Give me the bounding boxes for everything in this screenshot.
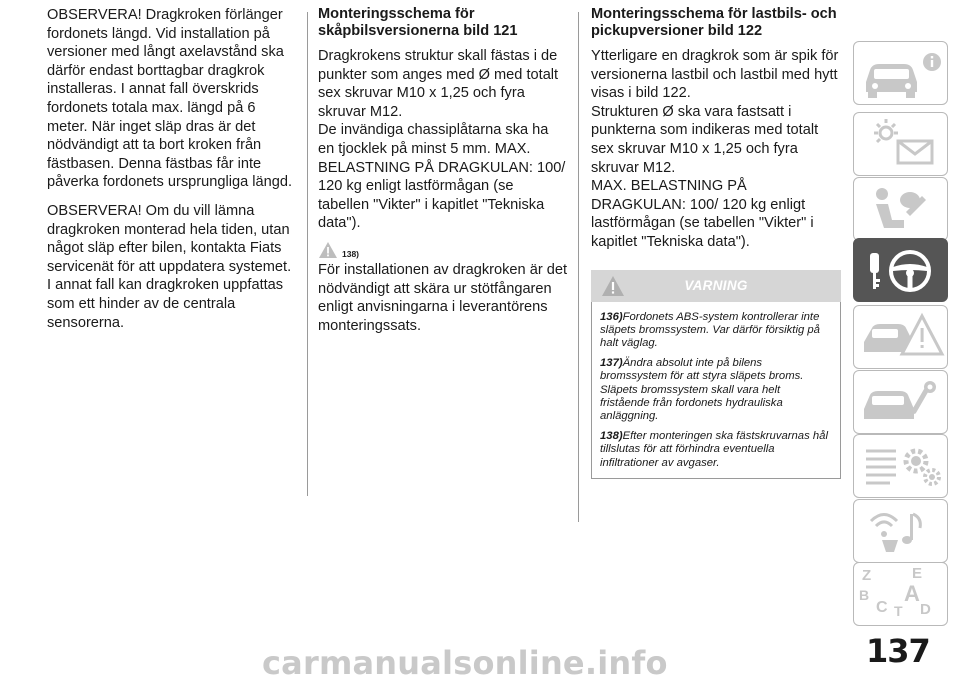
paragraph: Ytterligare en dragkrok som är spik för versionerna lastbil och lastbil med hytt visas i bild 122. [591, 48, 839, 102]
seat-airbag-icon [854, 178, 947, 240]
warning-triangle-icon [318, 241, 338, 259]
index-letter: T [894, 603, 903, 619]
tab-multimedia[interactable] [853, 499, 948, 563]
tab-car-info[interactable] [853, 41, 948, 105]
specifications-gears-icon [854, 435, 947, 497]
tab-maintenance[interactable] [853, 370, 948, 434]
lights-message-icon [854, 113, 947, 175]
multimedia-icon [854, 500, 947, 562]
tab-emergency[interactable] [853, 305, 948, 369]
tab-index[interactable] [853, 562, 948, 626]
paragraph: För installationen av dragkroken är det nödvändigt att skära ur stötfångaren enligt anvisningarna i leverantörens monteringssats. [318, 261, 568, 334]
warning-text: Efter monteringen ska fästskruvarnas hål tillslutas för att förhindra eventuella infiltrationer av avgaser. [600, 430, 828, 469]
index-letter: C [876, 599, 888, 616]
column-divider [578, 12, 579, 522]
warning-number: 137) [600, 357, 623, 370]
paragraph: Strukturen Ø ska vara fastsatt i punkterna som indikeras med totalt sex skruvar M10 x 1,25 och fyra skruvar M12. [591, 103, 819, 176]
reference-number: 138) [342, 248, 360, 259]
paragraph: OBSERVERA! Om du vill lämna dragkroken monterad hela tiden, utan något släp efter bilen, kontakta Fiats servicenät för att uppdatera systemet. I annat fall kan dragkroken uppfattas som ett hinder av de centrala sensorerna. [47, 202, 292, 331]
warning-text: Fordonets ABS-system kontrollerar inte släpets bromssystem. Var därför försiktig på halt väglag. [600, 310, 820, 349]
tab-starting-driving[interactable] [853, 238, 948, 302]
warning-reference [318, 237, 568, 259]
text-column-1 [47, 6, 297, 342]
warning-item [600, 430, 832, 470]
paragraph: MAX. BELASTNING PÅ DRAGKULAN: 100/ 120 kg enligt lastförmågan (se tabellen "Vikter" i kapitlet "Tekniska data"). [591, 178, 814, 250]
car-info-icon [854, 42, 947, 104]
car-maintenance-icon [854, 371, 947, 433]
page-number: 137 [866, 632, 930, 670]
tab-lights-messages[interactable] [853, 112, 948, 176]
key-steering-wheel-icon [854, 239, 947, 301]
warning-triangle-icon [601, 275, 625, 297]
paragraph: OBSERVERA! Dragkroken förlänger fordonets längd. Vid installation på versioner med långt axelavstånd ska därför endast borttagbar dragkrok installeras. I annat fall överskrids fordonets totala max. längd på 6 meter. När inget släp dras är det nödvändigt att ta bort kroken från fästbasen. Denna fästbas får inte påverka fordonets ursprungliga längd. [47, 7, 293, 191]
warning-number: 138) [600, 430, 623, 443]
index-letter: E [912, 565, 923, 582]
breakdown-warning-icon [854, 306, 947, 368]
index-letter: A [904, 581, 920, 606]
tab-safety[interactable] [853, 177, 948, 241]
text-column-3 [591, 6, 841, 479]
watermark: carmanualsonline.info [262, 644, 668, 682]
warning-number: 136) [600, 310, 623, 323]
warning-item [600, 311, 832, 351]
paragraph: De invändiga chassiplåtarna ska ha en tjocklek på minst 5 mm. MAX. BELASTNING PÅ DRAGKULAN: 100/ 120 kg enligt lastförmågan (se tabellen "Vikter" i kapitlet "Tekniska data"). [318, 122, 566, 232]
warning-text: Ändra absolut inte på bilens bromssystem för att styra släpets broms. Släpets bromssystem skall vara helt fristående från fordonets hydrauliska anläggning. [600, 357, 804, 422]
warning-title: VARNING [684, 278, 748, 294]
index-letter: D [920, 601, 931, 618]
column-divider [307, 12, 308, 496]
tab-technical-data[interactable] [853, 434, 948, 498]
section-heading: Monteringsschema för skåpbilsversionerna bild 121 [318, 6, 518, 39]
text-column-2 [318, 6, 568, 345]
index-letter: Z [862, 567, 872, 584]
paragraph: Dragkrokens struktur skall fästas i de punkter som anges med Ø med totalt sex skruvar M10 x 1,25 och fyra skruvar M12. [318, 48, 559, 120]
warning-item [600, 357, 832, 423]
index-letter: B [859, 587, 870, 603]
warning-box [591, 302, 841, 479]
section-heading: Monteringsschema för lastbils- och pickupversioner bild 122 [591, 6, 837, 39]
warning-header [591, 270, 841, 302]
